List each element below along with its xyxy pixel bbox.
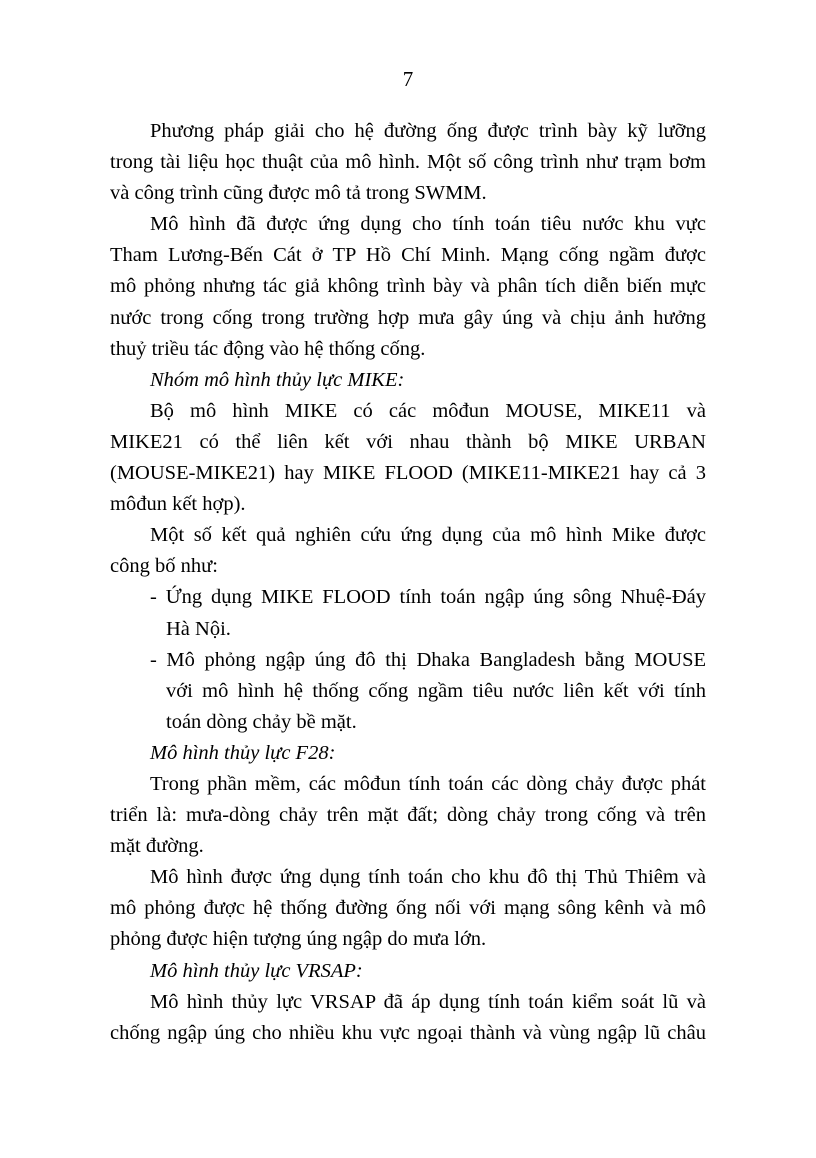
- text-line: môđun kết hợp).: [110, 493, 246, 516]
- text-line: phỏng được hiện tượng úng ngập do mưa lớn.: [110, 928, 487, 951]
- text-line: Phương pháp giải cho hệ đường ống được trình bày kỹ lưỡng: [150, 120, 706, 142]
- paragraph-vrsap-application: [110, 987, 706, 1049]
- text-line: Tham Lương-Bến Cát ở TP Hồ Chí Minh. Mạng cống ngầm được: [110, 244, 706, 267]
- text-line: MIKE21 có thể liên kết với nhau thành bộ MIKE URBAN: [110, 430, 706, 453]
- text-line: thuỷ triều tác động vào hệ thống cống.: [110, 337, 426, 360]
- paragraph-f28-modules: [110, 769, 706, 862]
- text-line: mô phỏng được hệ thống đường ống nối với mạng sông kênh và mô: [110, 897, 706, 920]
- text-line: công bố như:: [110, 555, 218, 578]
- text-line: (MOUSE-MIKE21) hay MIKE FLOOD (MIKE11-MIKE21 hay cả 3: [110, 462, 706, 485]
- paragraph-mike-results: [110, 520, 706, 582]
- text-line: - Mô phỏng ngập úng đô thị Dhaka Bangladesh bằng MOUSE: [150, 648, 706, 671]
- text-line: Mô hình thủy lực VRSAP đã áp dụng tính toán kiểm soát lũ và: [150, 990, 706, 1013]
- heading-mike-models: Nhóm mô hình thủy lực MIKE:: [150, 368, 405, 391]
- text-line: mặt đường.: [110, 835, 204, 858]
- text-line: Một số kết quả nghiên cứu ứng dụng của mô hình Mike được: [150, 524, 706, 547]
- text-line: Mô hình được ứng dụng tính toán cho khu đô thị Thủ Thiêm và: [150, 866, 706, 889]
- page-number: 7: [402, 67, 414, 91]
- text-line: và công trình cũng được mô tả trong SWMM.: [110, 182, 487, 205]
- text-line: - Ứng dụng MIKE FLOOD tính toán ngập úng sông Nhuệ-Đáy: [150, 586, 706, 609]
- heading-f28-model: Mô hình thủy lực F28:: [150, 741, 336, 764]
- text-line: Hà Nội.: [166, 617, 231, 640]
- paragraph-mike-modules: [110, 396, 706, 520]
- text-line: triển là: mưa-dòng chảy trên mặt đất; dòng chảy trong cống và trên: [110, 804, 706, 827]
- text-line: với mô hình hệ thống cống ngầm tiêu nước liên kết với tính: [166, 679, 706, 702]
- text-line: Mô hình đã được ứng dụng cho tính toán tiêu nước khu vực: [150, 213, 706, 236]
- text-line: Bộ mô hình MIKE có các môđun MOUSE, MIKE11 và: [150, 399, 706, 422]
- text-line: mô phỏng nhưng tác giả không trình bày và phân tích diễn biến mực: [110, 275, 706, 298]
- paragraph-f28-application: [110, 862, 706, 955]
- text-line: nước trong cống trong trường hợp mưa gây úng và chịu ảnh hưởng: [110, 306, 706, 329]
- heading-vrsap-model: Mô hình thủy lực VRSAP:: [150, 959, 363, 982]
- text-line: toán dòng chảy bề mặt.: [166, 710, 357, 733]
- list-item-mike-flood: [110, 582, 706, 644]
- list-item-dhaka: [110, 645, 706, 738]
- paragraph-swmm-method: [110, 116, 706, 209]
- text-line: trong tài liệu học thuật của mô hình. Một số công trình như trạm bơm: [110, 151, 706, 174]
- paragraph-swmm-application: [110, 209, 706, 364]
- text-line: Trong phần mềm, các môđun tính toán các dòng chảy được phát: [150, 772, 706, 795]
- text-line: chống ngập úng cho nhiều khu vực ngoại thành và vùng ngập lũ châu: [110, 1021, 706, 1044]
- document-body: [110, 116, 706, 1049]
